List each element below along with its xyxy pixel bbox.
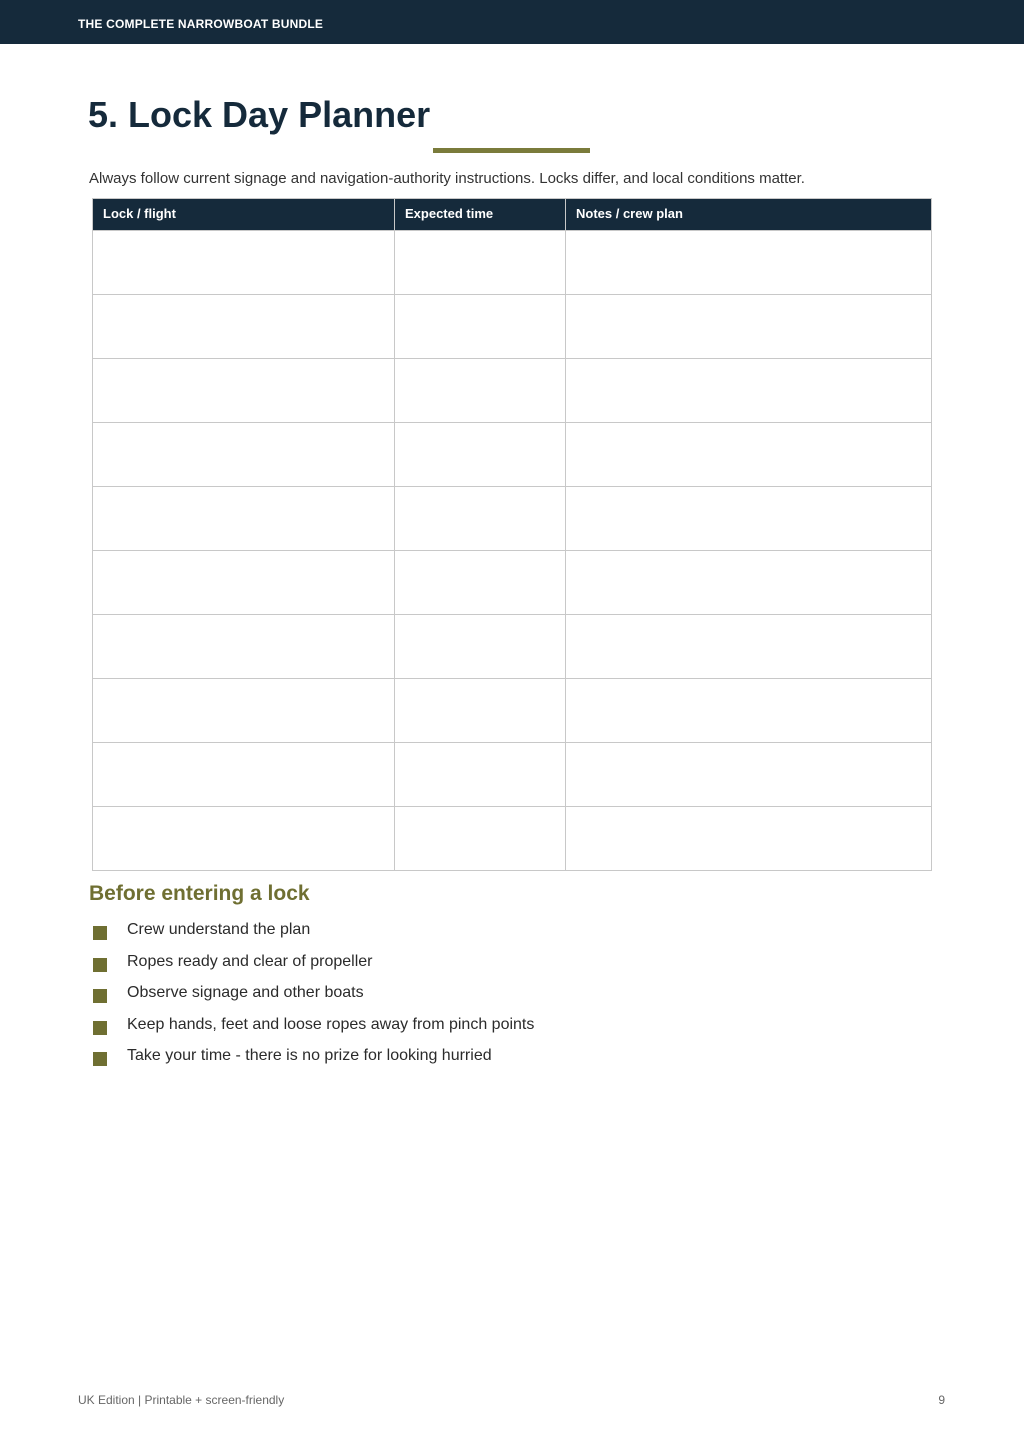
checklist-item-label: Crew understand the plan: [127, 921, 311, 938]
table-row: [93, 679, 932, 743]
table-cell[interactable]: [395, 423, 566, 487]
table-row: [93, 487, 932, 551]
header-bar: [0, 0, 1024, 44]
table-cell[interactable]: [566, 807, 932, 871]
table-body: [93, 231, 932, 871]
title-accent-rule: [433, 148, 590, 153]
table-cell[interactable]: [395, 807, 566, 871]
table-cell[interactable]: [93, 743, 395, 807]
page-title: 5. Lock Day Planner: [88, 94, 431, 135]
table-cell[interactable]: [395, 359, 566, 423]
checkbox-square-icon[interactable]: [93, 926, 107, 940]
checklist-item-label: Keep hands, feet and loose ropes away from pinch points: [127, 1015, 535, 1033]
table-cell[interactable]: [93, 487, 395, 551]
column-header-expected-time: Expected time: [395, 199, 566, 231]
table-row: [93, 743, 932, 807]
table-cell[interactable]: [93, 423, 395, 487]
table-row: [93, 295, 932, 359]
table-cell[interactable]: [93, 807, 395, 871]
table-cell[interactable]: [566, 679, 932, 743]
table-cell[interactable]: [566, 551, 932, 615]
table-row: [93, 359, 932, 423]
checkbox-square-icon[interactable]: [93, 989, 107, 1003]
table-cell[interactable]: [93, 295, 395, 359]
checklist-item-label: Observe signage and other boats: [127, 984, 364, 1001]
footer-edition: UK Edition | Printable + screen-friendly: [78, 1393, 285, 1407]
checklist-heading: Before entering a lock: [89, 882, 310, 905]
table-cell[interactable]: [566, 423, 932, 487]
table-cell[interactable]: [93, 551, 395, 615]
table-cell[interactable]: [566, 359, 932, 423]
table-cell[interactable]: [395, 295, 566, 359]
table-cell[interactable]: [395, 615, 566, 679]
checkbox-square-icon[interactable]: [93, 1052, 107, 1066]
table-cell[interactable]: [93, 679, 395, 743]
table-row: [93, 231, 932, 295]
page-number: 9: [938, 1393, 945, 1407]
table-cell[interactable]: [395, 743, 566, 807]
table-cell[interactable]: [395, 551, 566, 615]
column-header-lock-flight: Lock / flight: [93, 199, 395, 231]
checklist-item-label: Take your time - there is no prize for looking hurried: [127, 1047, 492, 1064]
table-row: [93, 551, 932, 615]
table-cell[interactable]: [93, 359, 395, 423]
column-header-notes-crew-plan: Notes / crew plan: [566, 199, 932, 231]
table-cell[interactable]: [566, 743, 932, 807]
checklist-item-label: Ropes ready and clear of propeller: [127, 952, 373, 970]
table-cell[interactable]: [395, 231, 566, 295]
table-cell[interactable]: [566, 487, 932, 551]
table-row: [93, 807, 932, 871]
checkbox-square-icon[interactable]: [93, 958, 107, 972]
intro-text: Always follow current signage and navigation-authority instructions. Locks differ, and local conditions matter.: [89, 170, 805, 187]
table-header-row: [93, 199, 932, 231]
table-cell[interactable]: [395, 679, 566, 743]
table-cell[interactable]: [566, 615, 932, 679]
table-row: [93, 423, 932, 487]
table-cell[interactable]: [93, 231, 395, 295]
table-cell[interactable]: [93, 615, 395, 679]
lock-planner-table: [92, 198, 932, 871]
table-cell[interactable]: [395, 487, 566, 551]
table-cell[interactable]: [566, 231, 932, 295]
table-row: [93, 615, 932, 679]
checkbox-square-icon[interactable]: [93, 1021, 107, 1035]
table-cell[interactable]: [566, 295, 932, 359]
bundle-title: THE COMPLETE NARROWBOAT BUNDLE: [78, 17, 324, 31]
